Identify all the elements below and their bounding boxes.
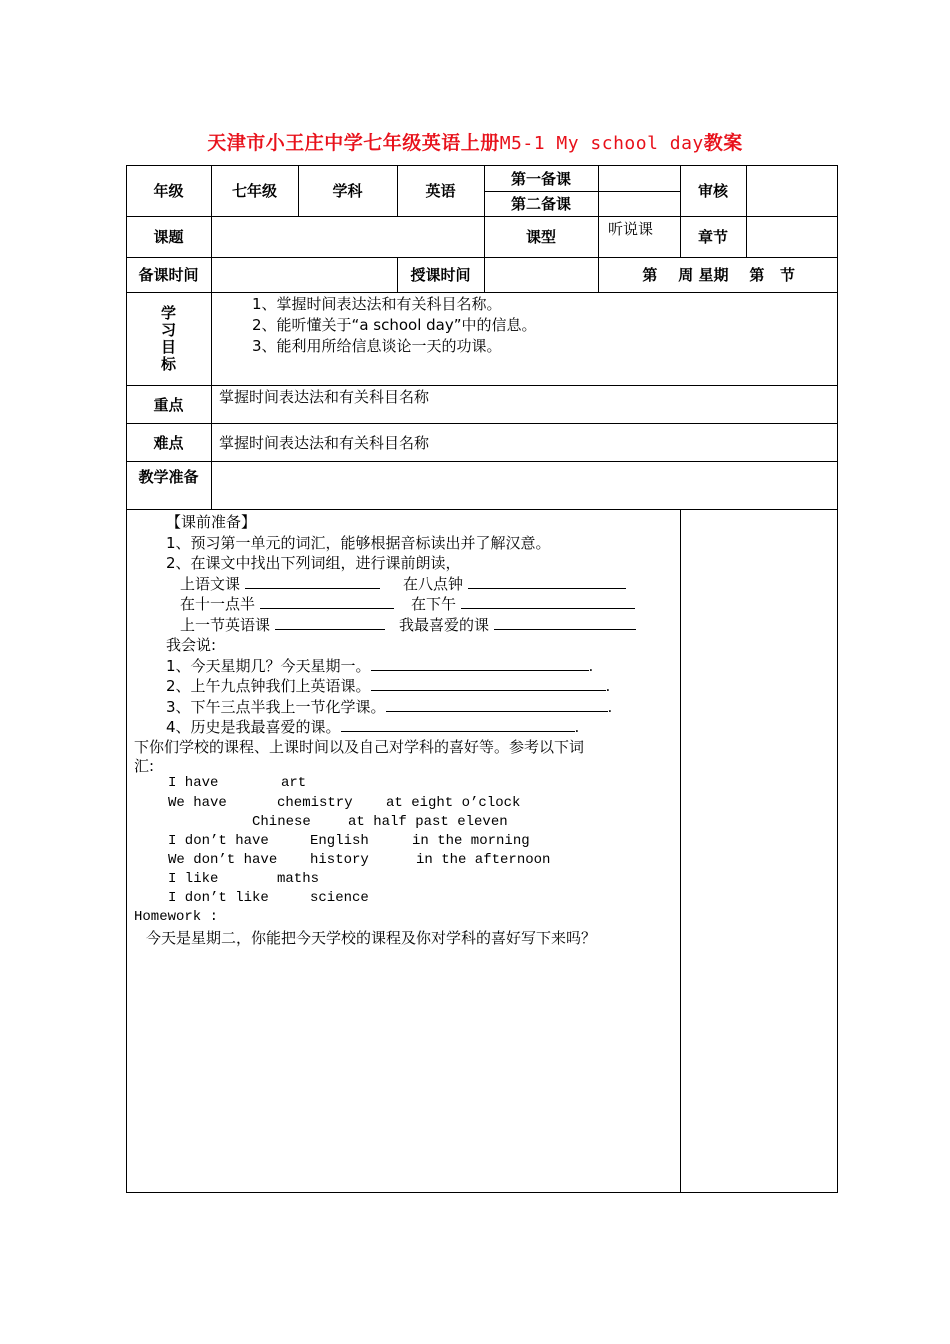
answer-blank [371,656,589,671]
phrase-text: 我最喜爱的课 [399,616,490,634]
section-title: 【课前准备】 [166,513,257,531]
objectives-list [252,294,672,357]
sentence-text: 2、上午九点钟我们上英语课。 [166,677,371,695]
vocab-cell: chemistry [277,795,353,811]
vocab-cell: in the afternoon [416,852,551,868]
first-prep-label: 第一备课 [510,169,571,188]
difficulties-label: 难点 [153,433,184,452]
table-border-right [837,165,838,1192]
phrase-text: 上语文课 [180,575,241,593]
vocab-cell: We don’t have [168,852,278,868]
phrase-item [403,573,626,594]
homework-label: Homework : [134,909,219,925]
phrase-item [180,573,380,594]
vocab-cell: I don’t like [168,890,269,906]
phrase-item [180,593,394,614]
vocab-cell: maths [277,871,320,887]
objective-item: 2、能听懂关于“a school day”中的信息。 [252,316,537,334]
review-label: 审核 [697,182,728,200]
objectives-label-char: 学 [160,303,176,322]
answer-blank [341,717,575,732]
title-cn: 天津市小王庄中学七年级英语上册 [207,132,500,154]
table-line [680,509,681,1192]
vocab-cell: English [310,833,369,849]
prep-time-label: 备课时间 [138,266,199,284]
phrase-text: 在下午 [411,595,457,613]
sentence-text: 4、历史是我最喜爱的课。 [166,718,341,736]
answer-blank [494,615,636,630]
topic-label: 课题 [153,228,184,246]
answer-blank [260,594,394,609]
vocab-cell: in the morning [412,833,530,849]
instruction-line: 下你们学校的课程、上课时间以及自己对学科的喜好等。参考以下词 [134,738,585,756]
subject-value: 英语 [425,182,456,200]
type-label: 课型 [525,228,556,246]
title-en: M5-1 My school day [499,133,704,154]
sentence-item: 1、今天星期几？今天星期一。 . [166,657,594,675]
homework-text: 今天是星期二，你能把今天学校的课程及你对学科的喜好写下来吗？ [146,929,597,947]
instruction-line: 汇: [134,757,155,775]
answer-blank [275,615,385,630]
sentence-text: 1、今天星期几？今天星期一。 [166,657,371,675]
sentence-item: 2、上午九点钟我们上英语课。 . [166,677,611,695]
difficulties-value: 掌握时间表达法和有关科目名称 [219,434,430,452]
grade-value: 七年级 [231,182,277,200]
sentence-item: 4、历史是我最喜爱的课。 . [166,718,580,736]
type-value: 听说课 [608,220,654,238]
objective-item: 1、掌握时间表达法和有关科目名称。 [252,295,502,313]
answer-blank [461,594,635,609]
table-line [126,423,838,424]
grade-label: 年级 [153,182,184,200]
subject-label: 学科 [332,182,363,200]
preparation-label: 教学准备 [138,468,199,486]
vocab-cell: art [281,775,307,791]
phrase-item [399,614,636,635]
vocab-cell: We have [168,795,227,811]
vocab-cell: history [310,852,369,868]
title-suffix: 教案 [703,132,743,154]
second-prep-label: 第二备课 [510,195,571,213]
phrase-item [411,593,635,614]
vocab-cell: I like [168,871,219,887]
phrase-text: 上一节英语课 [180,616,271,634]
table-line [126,461,838,462]
table-line [211,292,212,509]
chapter-label: 章节 [697,228,728,246]
answer-blank [371,676,606,691]
task-2: 2、在课文中找出下列词组，进行课前朗读， [166,554,461,572]
phrase-text: 在八点钟 [403,575,464,593]
vocab-cell: at eight o’clock [386,795,521,811]
vocab-cell: science [310,890,369,906]
vocab-cell: I have [168,775,219,791]
sentence-text: 3、下午三点半我上一节化学课。 [166,698,386,716]
objectives-label-char: 标 [160,354,176,373]
objectives-label-char: 目 [160,337,176,356]
phrase-item [180,614,385,635]
vocab-cell: Chinese [252,814,311,830]
vocab-cell: I don’t have [168,833,269,849]
week-period-text: 第 周 星期 第 节 [642,266,795,284]
can-say-label: 我会说: [166,636,217,654]
vocab-cell: at half past eleven [348,814,508,830]
table-line [126,509,838,510]
key-points-value: 掌握时间表达法和有关科目名称 [219,388,430,406]
objectives-label-char: 习 [160,320,176,339]
key-points-label: 重点 [153,395,184,414]
table-border-bottom [126,1192,838,1193]
answer-blank [468,574,626,589]
page-title [0,128,950,155]
teach-time-label: 授课时间 [410,266,471,284]
table-line [126,292,838,293]
phrase-text: 在十一点半 [180,595,256,613]
task-1: 1、预习第一单元的词汇，能够根据音标读出并了解汉意。 [166,534,551,552]
objectives-label [126,292,211,385]
sentence-item: 3、下午三点半我上一节化学课。 . [166,698,613,716]
answer-blank [386,697,608,712]
objective-item: 3、能利用所给信息谈论一天的功课。 [252,337,502,355]
table-line [746,165,747,257]
answer-blank [245,574,380,589]
